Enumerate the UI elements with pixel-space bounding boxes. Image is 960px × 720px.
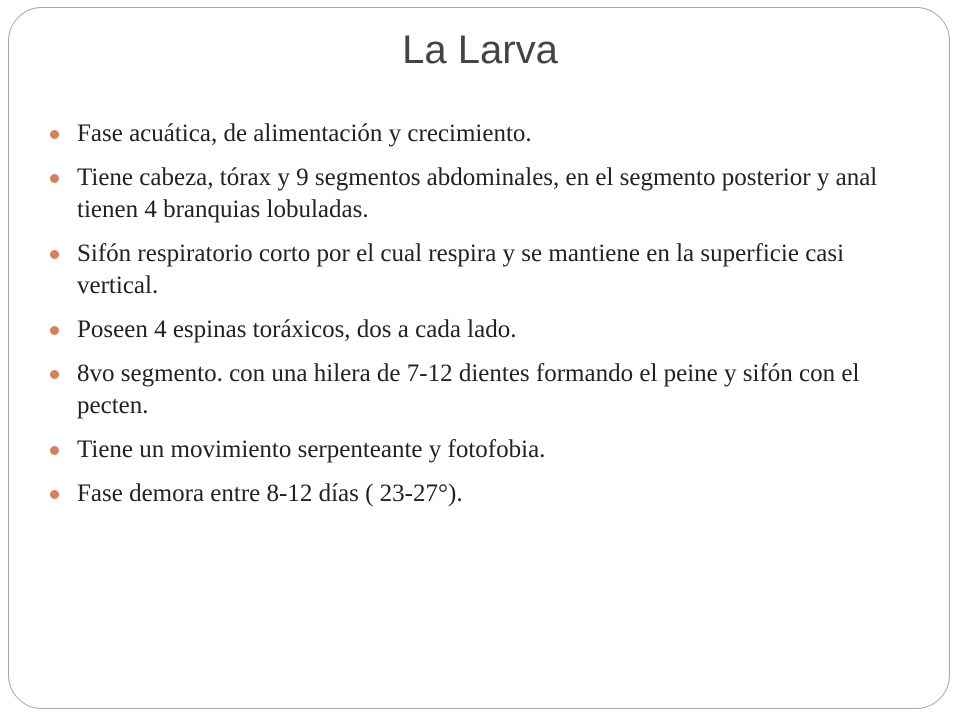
bullet-item bbox=[48, 434, 908, 466]
bullet-dot-icon bbox=[50, 174, 59, 183]
bullet-item bbox=[48, 162, 908, 226]
bullet-item bbox=[48, 314, 908, 346]
bullet-text: Sifón respiratorio corto por el cual respira y se mantiene en la superficie casi vertical. bbox=[77, 240, 845, 299]
bullet-dot-icon bbox=[50, 370, 59, 379]
bullet-text: 8vo segmento. con una hilera de 7-12 dientes formando el peine y sifón con el pecten. bbox=[77, 360, 860, 419]
bullet-item bbox=[48, 358, 908, 422]
bullet-item bbox=[48, 478, 908, 510]
bullet-text: Tiene cabeza, tórax y 9 segmentos abdominales, en el segmento posterior y anal tienen 4 branquias lobuladas. bbox=[77, 164, 878, 223]
bullet-text: Poseen 4 espinas toráxicos, dos a cada lado. bbox=[77, 316, 517, 343]
bullet-dot-icon bbox=[50, 250, 59, 259]
bullet-text: Fase acuática, de alimentación y crecimiento. bbox=[77, 120, 532, 147]
bullet-text: Tiene un movimiento serpenteante y fotofobia. bbox=[77, 436, 546, 463]
bullet-dot-icon bbox=[50, 130, 59, 139]
bullet-dot-icon bbox=[50, 446, 59, 455]
bullet-dot-icon bbox=[50, 326, 59, 335]
bullet-item bbox=[48, 238, 908, 302]
bullet-dot-icon bbox=[50, 490, 59, 499]
bullet-item bbox=[48, 118, 908, 150]
slide-title: La Larva bbox=[402, 28, 558, 72]
bullet-text: Fase demora entre 8-12 días ( 23-27°). bbox=[77, 480, 463, 507]
bullet-list bbox=[48, 118, 908, 522]
